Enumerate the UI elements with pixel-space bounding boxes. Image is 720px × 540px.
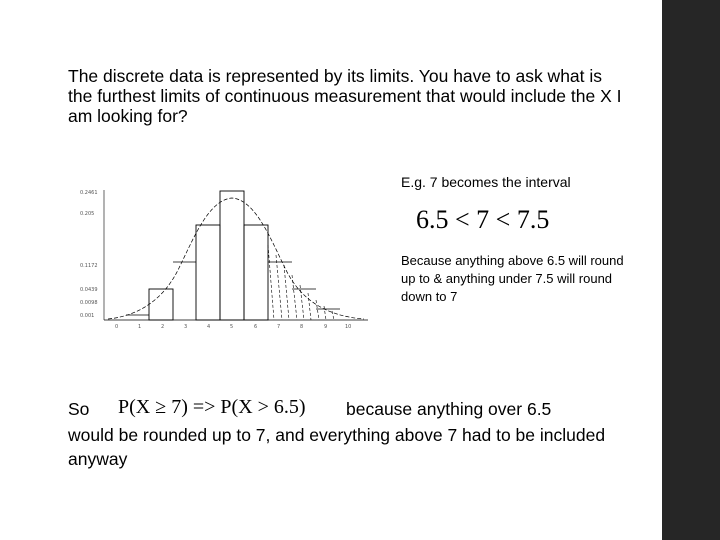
x-tick-label: 10 (345, 324, 352, 330)
y-tick-label: 0.001 (80, 313, 95, 319)
x-tick-label: 7 (277, 324, 281, 330)
example-label: E.g. 7 becomes the interval (401, 174, 571, 190)
y-tick-label: 0.205 (80, 211, 95, 217)
x-tick-label: 1 (138, 324, 142, 330)
intro-text: The discrete data is represented by its limits. You have to ask what is the furthest limits of continuous measurement that would include the X I am looking for? (68, 66, 622, 126)
interval-expression: 6.5 < 7 < 7.5 (416, 205, 550, 234)
x-tick-label: 9 (324, 324, 328, 330)
x-tick-label: 6 (254, 324, 258, 330)
histogram-bar (196, 225, 220, 320)
x-tick-label: 0 (115, 324, 119, 330)
y-tick-label: 0.2461 (80, 190, 98, 196)
so-label: So (68, 399, 90, 419)
because-text: because anything over 6.5 (346, 399, 552, 419)
rounding-explanation: Because anything above 6.5 will round up to & anything under 7.5 will round down to 7 (401, 253, 624, 304)
shaded-region (268, 245, 334, 320)
x-tick-label: 8 (300, 324, 304, 330)
x-tick-label: 2 (161, 324, 165, 330)
y-tick-label: 0.1172 (80, 263, 98, 269)
y-tick-label: 0.0439 (80, 287, 98, 293)
y-tick-label: 0.0098 (80, 300, 98, 306)
side-bar (662, 0, 720, 540)
binomial-histogram (68, 180, 373, 350)
x-tick-label: 5 (230, 324, 234, 330)
normal-curve (108, 198, 364, 319)
x-tick-label: 3 (184, 324, 188, 330)
conclusion-text: would be rounded up to 7, and everything above 7 had to be included anyway (68, 425, 606, 469)
histogram-bar (244, 225, 268, 320)
histogram-bar (220, 191, 244, 320)
probability-expression: P(X ≥ 7) => P(X > 6.5) (118, 396, 306, 418)
x-tick-label: 4 (207, 324, 211, 330)
histogram-bar (149, 289, 173, 320)
